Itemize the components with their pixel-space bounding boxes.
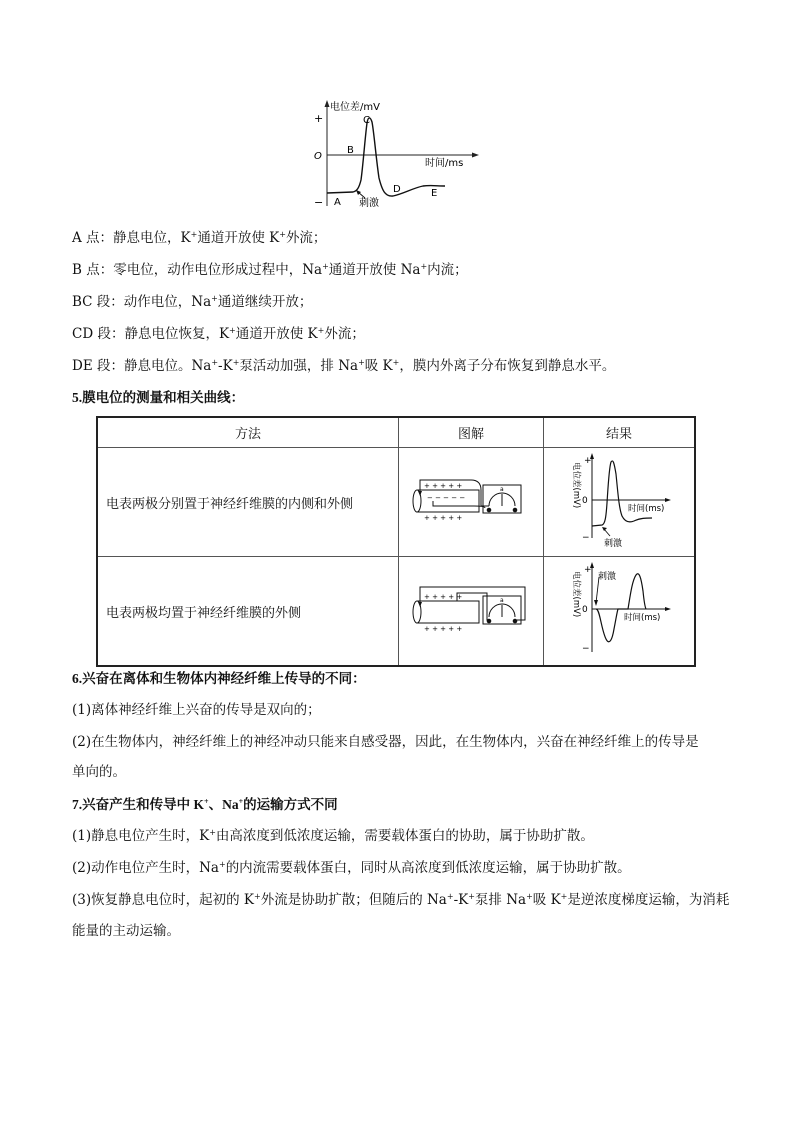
x-axis-label: 时间/ms [425, 158, 464, 169]
y-axis-label: 电位差/mV [330, 102, 380, 113]
diagram-cell-1 [399, 448, 544, 557]
result-cell-2 [544, 557, 696, 667]
section6-heading: 6.兴奋在离体和生物体内神经纤维上传导的不同： [72, 671, 366, 686]
svg-text:+ + + + +: + + + + + [424, 514, 463, 522]
plus-sign: + [314, 112, 324, 125]
section7-p3b: 能量的主动运输。 [72, 923, 180, 939]
point-e: E [431, 188, 438, 199]
point-a-line: A 点：静息电位，K+通道开放使 K+外流； [72, 230, 327, 246]
electrode-diagram-inside-outside [399, 448, 543, 552]
point-b: B [347, 145, 354, 156]
svg-text:电位差(mV): 电位差(mV) [571, 462, 581, 509]
minus-sign: − [314, 196, 324, 209]
section5-heading: 5.膜电位的测量和相关曲线： [72, 390, 245, 405]
svg-text:0: 0 [582, 496, 588, 506]
svg-text:−: − [582, 533, 590, 543]
section7-p2: (2)动作电位产生时，Na+的内流需要载体蛋白，同时从高浓度到低浓度运输，属于协助扩散。 [72, 860, 631, 876]
svg-text:− − − − −: − − − − − [427, 494, 466, 502]
segment-de-line: DE 段：静息电位。Na+-K+泵活动加强，排 Na+吸 K+，膜内外离子分布恢复到静息水平。 [72, 358, 616, 374]
result-cell-1 [544, 448, 696, 557]
svg-text:+ + + + +: + + + + + [424, 593, 463, 601]
action-potential-figure [305, 98, 485, 213]
section6-p1: (1)离体神经纤维上兴奋的传导是双向的； [72, 702, 321, 718]
svg-text:+: + [584, 565, 592, 575]
point-a: A [334, 197, 341, 208]
header-result: 结果 [544, 417, 696, 448]
svg-text:−: − [582, 644, 590, 654]
electrode-diagram-outside [399, 557, 543, 661]
method-cell-2: 电表两极均置于神经纤维膜的外侧 [97, 557, 399, 667]
stimulus-label: 刺激 [359, 198, 379, 209]
measurement-table [96, 416, 696, 667]
svg-text:时间(ms): 时间(ms) [624, 613, 661, 623]
svg-text:刺激: 刺激 [604, 539, 623, 549]
svg-text:电位差(mV): 电位差(mV) [571, 571, 581, 618]
svg-text:a: a [500, 597, 504, 604]
section6-p2a: (2)在生物体内，神经纤维上的神经冲动只能来自感受器，因此，在生物体内，兴奋在神经纤维上的传导是 [72, 734, 699, 750]
svg-text:刺激: 刺激 [598, 572, 617, 582]
header-diagram: 图解 [399, 417, 544, 448]
segment-cd-line: CD 段：静息电位恢复，K+通道开放使 K+外流； [72, 326, 365, 342]
svg-text:+ + + + +: + + + + + [424, 482, 463, 490]
point-b-line: B 点：零电位，动作电位形成过程中，Na+通道开放使 Na+内流； [72, 262, 468, 278]
section7-p3a: (3)恢复静息电位时，起初的 K+外流是协助扩散；但随后的 Na+-K+泵排 Na+吸 K+是逆浓度梯度运输，为消耗 [72, 892, 730, 908]
svg-text:+ + + + +: + + + + + [424, 625, 463, 633]
section7-p1: (1)静息电位产生时，K+由高浓度到低浓度运输，需要载体蛋白的协助，属于协助扩散。 [72, 828, 594, 844]
svg-text:0: 0 [582, 605, 588, 615]
method-cell-1: 电表两极分别置于神经纤维膜的内侧和外侧 [97, 448, 399, 557]
header-method: 方法 [97, 417, 399, 448]
section6-p2b: 单向的。 [72, 764, 126, 780]
segment-bc-line: BC 段：动作电位，Na+通道继续开放； [72, 294, 313, 310]
result-graph-2 [544, 557, 694, 661]
point-d: D [393, 184, 401, 195]
svg-text:+: + [584, 456, 592, 466]
svg-text:a: a [500, 486, 504, 493]
result-graph-1 [544, 448, 694, 552]
diagram-cell-2 [399, 557, 544, 667]
svg-text:时间(ms): 时间(ms) [628, 504, 665, 514]
section7-heading: 7.兴奋产生和传导中 K+、Na+的运输方式不同 [72, 797, 338, 812]
zero-label: O [314, 151, 322, 162]
point-c: C [363, 115, 370, 126]
